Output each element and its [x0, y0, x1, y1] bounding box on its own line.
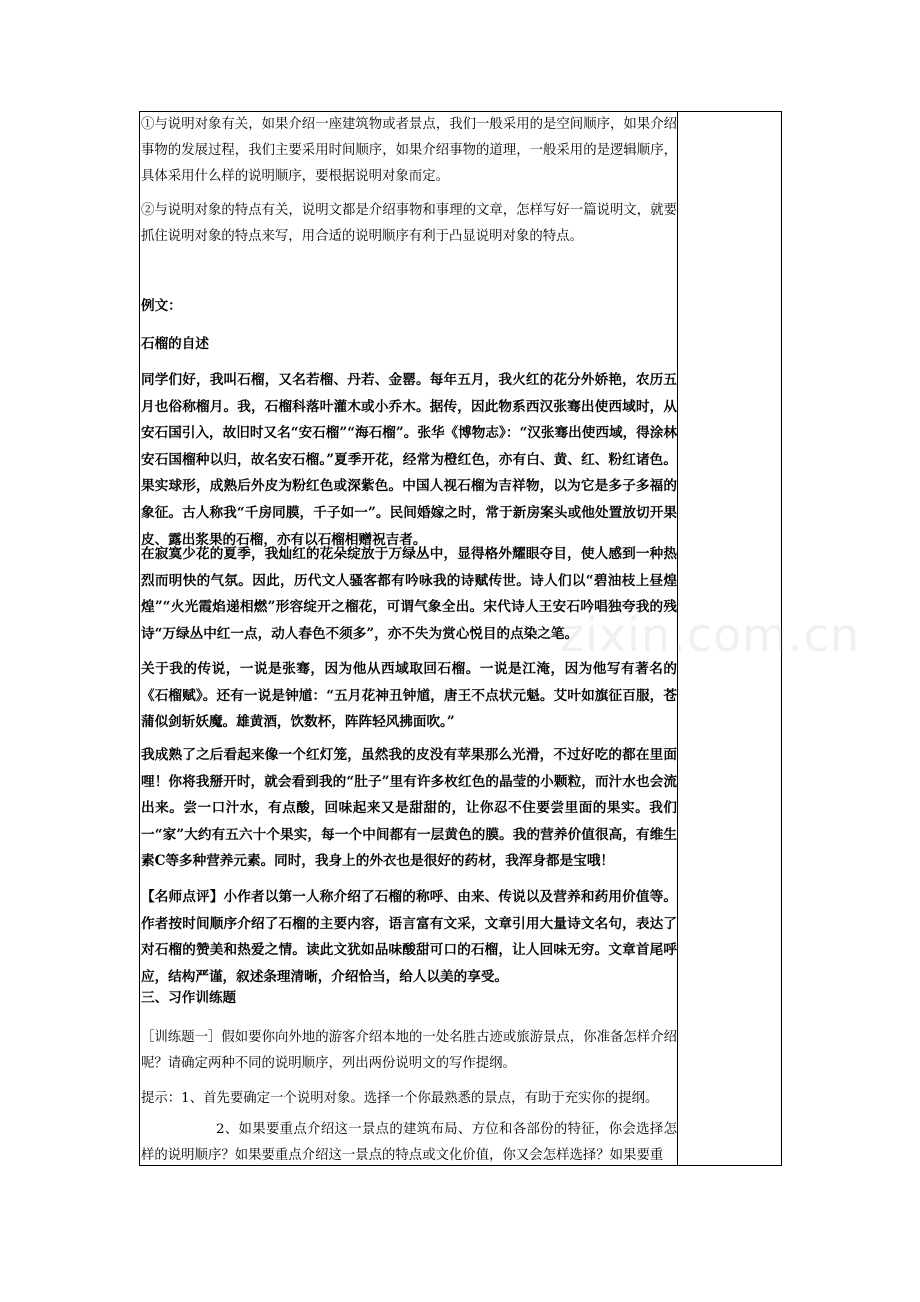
- example-paragraph-2: 在寂寞少花的夏季，我灿红的花朵绽放于万绿丛中，显得格外耀眼夺目，使人感到一种热烈而明快的气氛。因此，历代文人骚客都有吟咏我的诗赋传世。诗人们以“碧油枝上昼煌煌”“火光霞焰递相燃”形容绽开之榴花，可谓气象全出。宋代诗人王安石吟唱独夸我的残诗“万绿丛中红一点，动人春色不须多”，亦不失为赏心悦目的点染之笔。: [141, 546, 677, 642]
- paragraph-order-features: ②与说明对象的特点有关，说明文都是介绍事物和事理的文章，怎样写好一篇说明文，就要抓住说明对象的特点来写，用合适的说明顺序有利于凸显说明对象的特点。: [141, 203, 677, 244]
- paragraph-order-object: ①与说明对象有关，如果介绍一座建筑物或者景点，我们一般采用的是空间顺序，如果介绍事物的发展过程，我们主要采用时间顺序，如果介绍事物的道理，一般采用的是逻辑顺序，具体采用什么样的说明顺序，要根据说明对象而定。: [141, 117, 677, 184]
- exercise-one: ［训练题一］假如要你向外地的游客介绍本地的一处名胜古迹或旅游景点，你准备怎样介绍呢？请确定两种不同的说明顺序，列出两份说明文的写作提纲。: [141, 1030, 677, 1071]
- example-title: 石榴的自述: [141, 336, 209, 352]
- section-heading-exercises: 三、习作训练题: [141, 990, 237, 1006]
- watermark-logo: zixin.com.cn: [560, 608, 861, 662]
- document-table: [139, 111, 782, 1166]
- empty-side-cell: [678, 112, 781, 1165]
- teacher-comment: 【名师点评】小作者以第一人称介绍了石榴的称呼、由来、传说以及营养和药用价值等。作者按时间顺序介绍了石榴的主要内容，语言富有文采，文章引用大量诗文名句，表达了对石榴的赞美和热爱之情。读此文犹如品味酸甜可口的石榴，让人回味无穷。文章首尾呼应，结构严谨，叙述条理清晰，介绍恰当，给人以美的享受。: [141, 889, 677, 985]
- hint-two: 2、如果要重点介绍这一景点的建筑布局、方位和各部份的特征，你会选择怎样的说明顺序？如果要重点介绍这一景点的特点或文化价值，你又会怎样选择？如果要重: [141, 1122, 677, 1163]
- example-paragraph-1: 同学们好，我叫石榴，又名若榴、丹若、金罂。每年五月，我火红的花分外娇艳，农历五月也俗称榴月。我，石榴科落叶灌木或小乔木。据传，因此物系西汉张骞出使西域时，从安石国引入，故旧时又名“安石榴”“海石榴”。张华《博物志》：“汉张骞出使西域，得涂林安石国榴种以归，故名安石榴。”夏季开花，经常为橙红色，亦有白、黄、红、粉红诸色。果实球形，成熟后外皮为粉红色或深紫色。中国人视石榴为吉祥物，以为它是多子多福的象征。古人称我“千房同膜，千子如一”。民间婚嫁之时，常于新房案头或他处置放切开果皮、露出浆果的石榴，亦有以石榴相赠祝吉者。: [141, 372, 677, 548]
- example-paragraph-4: 我成熟了之后看起来像一个红灯笼，虽然我的皮没有苹果那么光滑，不过好吃的都在里面哩！你将我掰开时，就会看到我的“肚子”里有许多枚红色的晶莹的小颗粒，而汁水也会流出来。尝一口汁水，有点酸，回味起来又是甜甜的，让你忍不住要尝里面的果实。我们一“家”大约有五六十个果实，每一个中间都有一层黄色的膜。我的营养价值很高，有维生素C等多种营养元素。同时，我身上的外衣也是很好的药材，我浑身都是宝哦！: [141, 747, 677, 870]
- example-paragraph-3: 关于我的传说，一说是张骞，因为他从西域取回石榴。一说是江淹，因为他写有著名的《石榴赋》。还有一说是钟馗：“五月花神丑钟馗，唐王不点状元魁。艾叶如旗征百服，苍蒲似剑斩妖魔。雄黄酒，饮数杯，阵阵轻风拂面吹。”: [141, 661, 677, 731]
- hint-one: 提示：1、首先要确定一个说明对象。选择一个你最熟悉的景点，有助于充实你的提纲。: [141, 1091, 659, 1106]
- example-heading: 例文：: [141, 298, 182, 314]
- content-cell: [140, 112, 678, 1165]
